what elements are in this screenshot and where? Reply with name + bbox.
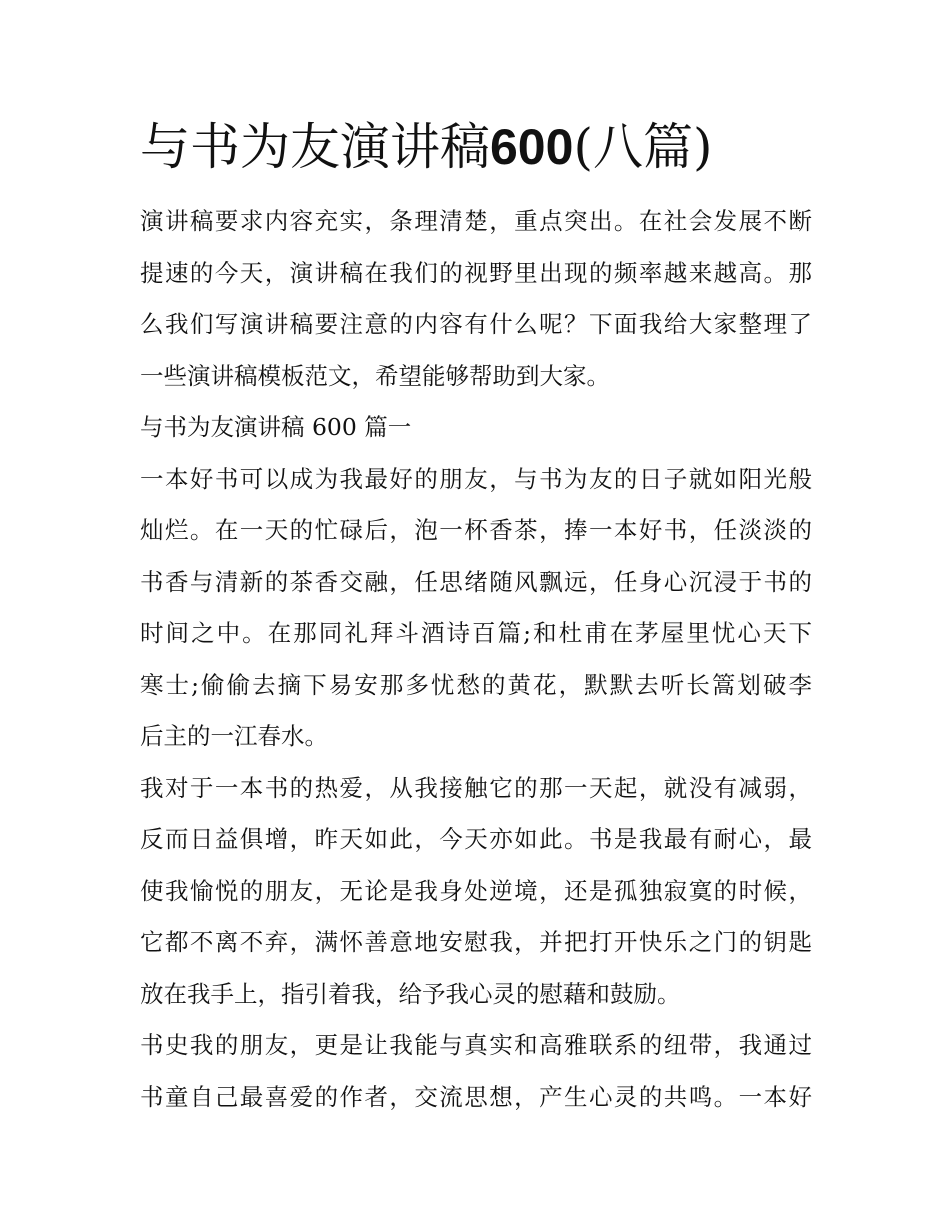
text-line: 时间之中。在那同礼拜斗酒诗百篇;和杜甫在茅屋里忧心天下: [140, 619, 812, 647]
text-line: 放在我手上，指引着我，给予我心灵的慰藉和鼓励。: [140, 979, 681, 1008]
text-line: 么我们写演讲稿要注意的内容有什么呢？下面我给大家整理了: [140, 310, 812, 338]
text-line: 书童自己最喜爱的作者，交流思想，产生心灵的共鸣。一本好: [140, 1082, 812, 1111]
title-number: 600: [490, 119, 574, 175]
text-line: 与书为友演讲稿 600 篇一: [140, 413, 412, 441]
text-line: 灿烂。在一天的忙碌后，泡一杯香茶，捧一本好书，任淡淡的: [140, 516, 812, 544]
text-line: 书史我的朋友，更是让我能与真实和高雅联系的纽带，我通过: [140, 1031, 812, 1059]
text-line: 提速的今天，演讲稿在我们的视野里出现的频率越来越高。那: [140, 258, 812, 287]
title-main-text: 与书为友演讲稿: [140, 118, 490, 176]
text-line: 后主的一江春水。: [140, 722, 328, 750]
text-line: 它都不离不弃，满怀善意地安慰我，并把打开快乐之门的钥匙: [140, 928, 812, 956]
text-line: 演讲稿要求内容充实，条理清楚，重点突出。在社会发展不断: [140, 207, 812, 235]
title-tail-text: (八篇): [573, 118, 713, 176]
text-line: 寒士;偷偷去摘下易安那多忧愁的黄花，默默去听长篙划破李: [140, 670, 812, 699]
document-title: [140, 114, 840, 180]
text-line: 一本好书可以成为我最好的朋友，与书为友的日子就如阳光般: [140, 464, 812, 493]
text-line: 我对于一本书的热爱，从我接触它的那一天起，就没有减弱，: [140, 773, 812, 802]
document-body: [140, 196, 812, 1123]
text-line: 反而日益俱增，昨天如此，今天亦如此。书是我最有耐心，最: [140, 825, 812, 853]
text-line: 一些演讲稿模板范文，希望能够帮助到大家。: [140, 361, 610, 390]
text-line: 书香与清新的茶香交融，任思绪随风飘远，任身心沉浸于书的: [140, 567, 812, 596]
text-line: 使我愉悦的朋友，无论是我身处逆境，还是孤独寂寞的时候，: [140, 876, 812, 905]
